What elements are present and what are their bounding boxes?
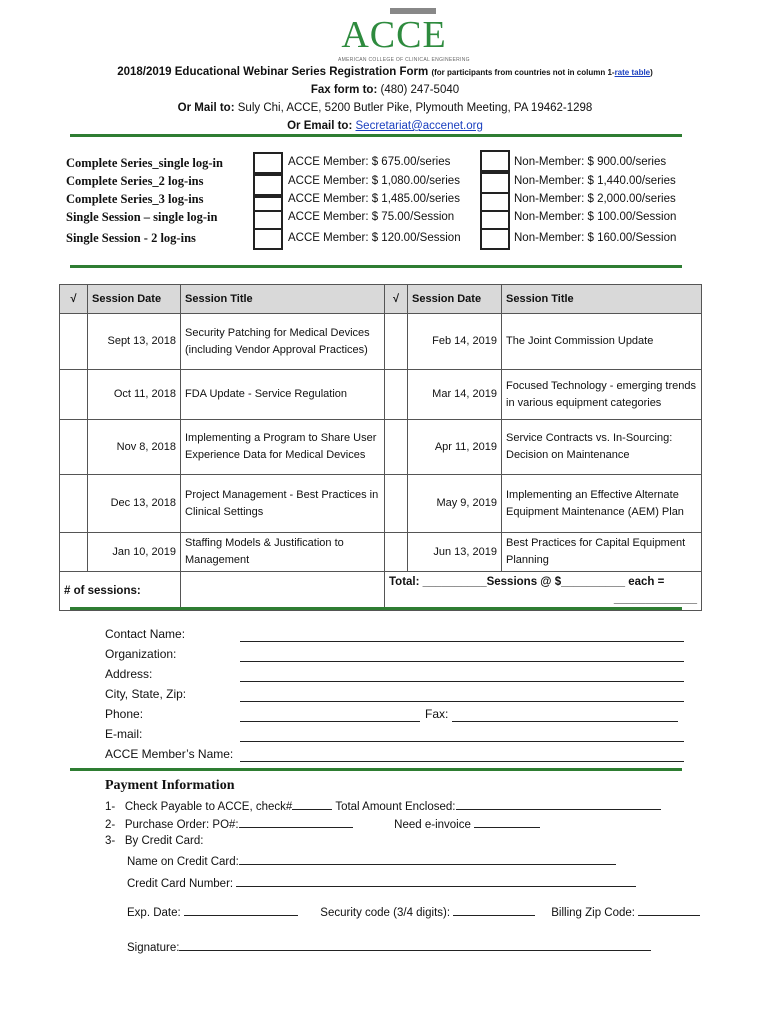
zip-field[interactable] [638, 905, 700, 916]
session-title: Implementing an Effective Alternate Equipment Maintenance (AEM) Plan [502, 475, 702, 533]
table-row [60, 420, 702, 475]
check-col-header: √ [385, 285, 408, 314]
session-title: Focused Technology - emerging trends in various equipment categories [502, 370, 702, 420]
session-title: Security Patching for Medical Devices (including Vendor Approval Practices) [181, 314, 385, 370]
card-number-field[interactable] [236, 876, 636, 887]
member-checkbox-5[interactable] [253, 228, 283, 250]
member-checkbox-2[interactable] [253, 174, 283, 196]
check-label: Check Payable to ACCE, check# [124, 801, 293, 813]
email-field-label: E-mail: [105, 727, 143, 741]
exp-field[interactable] [184, 905, 298, 916]
item-number: 2- [105, 819, 116, 831]
security-field[interactable] [453, 905, 535, 916]
email-label: Or Email to: [287, 120, 353, 132]
phone-field[interactable] [240, 721, 420, 722]
title-note: (for participants from countries not in column 1-rate table) [431, 68, 653, 77]
zip-label: Billing Zip Code: [551, 907, 635, 919]
session-date: Oct 11, 2018 [88, 370, 181, 420]
contact-name-field[interactable] [240, 641, 684, 642]
amount-field[interactable] [456, 799, 661, 810]
session-checkbox[interactable] [60, 420, 88, 475]
session-count-field[interactable] [181, 572, 385, 611]
member-price-1: ACCE Member: $ 675.00/series [288, 156, 451, 168]
acce-logo [338, 8, 470, 66]
member-name-label: ACCE Member’s Name: [105, 747, 234, 761]
logo-wordmark: ACCE [341, 14, 447, 56]
fax-number: (480) 247-5040 [380, 84, 460, 96]
organization-field[interactable] [240, 661, 684, 662]
mail-label: Or Mail to: [177, 102, 235, 114]
session-date: Dec 13, 2018 [88, 475, 181, 533]
credit-card-label: By Credit Card: [124, 835, 204, 847]
check-number-field[interactable] [292, 799, 332, 810]
card-name-label: Name on Credit Card: [127, 856, 239, 868]
po-label: Purchase Order: PO#: [124, 819, 239, 831]
fax-line [0, 84, 770, 96]
payment-item-3 [105, 835, 203, 847]
session-date: Nov 8, 2018 [88, 420, 181, 475]
session-checkbox[interactable] [385, 420, 408, 475]
session-title: Best Practices for Capital Equipment Planning [502, 533, 702, 572]
option-label-5: Single Session - 2 log-ins [66, 231, 196, 245]
option-label-3: Complete Series_3 log-ins [66, 192, 204, 206]
payment-item-1 [105, 799, 661, 813]
date-col-header: Session Date [408, 285, 502, 314]
mail-address: Suly Chi, ACCE, 5200 Butler Pike, Plymouth Meeting, PA 19462-1298 [237, 102, 593, 114]
divider-1 [70, 134, 682, 137]
nonmember-price-2: Non-Member: $ 1,440.00/series [514, 175, 676, 187]
email-link[interactable]: Secretariat@accenet.org [355, 120, 483, 132]
session-count-label: # of sessions: [60, 572, 181, 611]
contact-fax-label: Fax: [425, 707, 449, 721]
session-date: Sept 13, 2018 [88, 314, 181, 370]
option-label-1: Complete Series_single log-in [66, 156, 223, 170]
option-label-2: Complete Series_2 log-ins [66, 174, 204, 188]
table-row [60, 533, 702, 572]
session-title: Service Contracts vs. In-Sourcing: Decision on Maintenance [502, 420, 702, 475]
session-date: Feb 14, 2019 [408, 314, 502, 370]
divider-2 [70, 265, 682, 268]
nonmember-price-5: Non-Member: $ 160.00/Session [514, 232, 677, 244]
signature-label: Signature: [127, 942, 180, 954]
session-date: Jun 13, 2019 [408, 533, 502, 572]
logo-tagline: AMERICAN COLLEGE OF CLINICAL ENGINEERING [338, 57, 470, 63]
mail-line [0, 102, 770, 114]
contact-name-label: Contact Name: [105, 627, 186, 641]
session-date: May 9, 2019 [408, 475, 502, 533]
card-details-row [127, 905, 700, 919]
card-name-field[interactable] [239, 854, 616, 865]
table-header-row [60, 285, 702, 314]
option-label-4: Single Session – single log-in [66, 210, 218, 224]
session-table [59, 284, 702, 611]
organization-label: Organization: [105, 647, 177, 661]
session-checkbox[interactable] [60, 370, 88, 420]
email-line [0, 120, 770, 132]
date-col-header: Session Date [88, 285, 181, 314]
session-title: Staffing Models & Justification to Management [181, 533, 385, 572]
member-checkbox-1[interactable] [253, 152, 283, 174]
phone-label: Phone: [105, 707, 144, 721]
po-field[interactable] [239, 817, 353, 828]
total-row [60, 572, 702, 611]
title-text: 2018/2019 Educational Webinar Series Registration Form [117, 66, 429, 78]
payment-item-2 [105, 817, 540, 831]
nonmember-price-1: Non-Member: $ 900.00/series [514, 156, 667, 168]
nonmember-checkbox-1[interactable] [480, 150, 510, 172]
session-checkbox[interactable] [385, 533, 408, 572]
card-number-label: Credit Card Number: [127, 878, 234, 890]
session-title: The Joint Commission Update [502, 314, 702, 370]
signature-row [127, 940, 651, 954]
email-field[interactable] [240, 741, 684, 742]
contact-fax-field[interactable] [452, 721, 678, 722]
city-state-zip-label: City, State, Zip: [105, 687, 187, 701]
title-col-header: Session Title [502, 285, 702, 314]
card-number-row [127, 876, 636, 890]
amount-label: Total Amount Enclosed: [335, 801, 456, 813]
exp-label: Exp. Date: [127, 907, 181, 919]
fax-label: Fax form to: [310, 84, 378, 96]
signature-field[interactable] [179, 940, 651, 951]
member-price-5: ACCE Member: $ 120.00/Session [288, 232, 461, 244]
session-checkbox[interactable] [385, 475, 408, 533]
total-field[interactable] [385, 572, 702, 611]
session-title: FDA Update - Service Regulation [181, 370, 385, 420]
session-checkbox[interactable] [385, 370, 408, 420]
card-name-row [127, 854, 616, 868]
session-date: Jan 10, 2019 [88, 533, 181, 572]
form-title [0, 66, 770, 78]
table-row [60, 370, 702, 420]
nonmember-checkbox-2[interactable] [480, 172, 510, 194]
session-checkbox[interactable] [60, 314, 88, 370]
total-blank: _____________ [613, 593, 697, 605]
member-price-3: ACCE Member: $ 1,485.00/series [288, 193, 460, 205]
table-row [60, 475, 702, 533]
session-title: Implementing a Program to Share User Experience Data for Medical Devices [181, 420, 385, 475]
check-col-header: √ [60, 285, 88, 314]
divider-3 [70, 607, 682, 610]
divider-4 [70, 768, 682, 771]
member-price-2: ACCE Member: $ 1,080.00/series [288, 175, 460, 187]
nonmember-price-4: Non-Member: $ 100.00/Session [514, 211, 677, 223]
payment-heading: Payment Information [105, 778, 235, 793]
table-row [60, 314, 702, 370]
item-number: 1- [105, 801, 116, 813]
address-field[interactable] [240, 681, 684, 682]
einvoice-field[interactable] [474, 817, 540, 828]
title-col-header: Session Title [181, 285, 385, 314]
member-name-field[interactable] [240, 761, 684, 762]
total-label: Total: __________Sessions @ $__________ each = [389, 576, 665, 588]
session-checkbox[interactable] [60, 533, 88, 572]
session-title: Project Management - Best Practices in Clinical Settings [181, 475, 385, 533]
member-price-4: ACCE Member: $ 75.00/Session [288, 211, 455, 223]
address-label: Address: [105, 667, 153, 681]
session-checkbox[interactable] [385, 314, 408, 370]
einvoice-label: Need e-invoice [394, 819, 471, 831]
rate-table-link[interactable]: rate table [614, 68, 651, 77]
session-date: Apr 11, 2019 [408, 420, 502, 475]
city-state-zip-field[interactable] [240, 701, 684, 702]
nonmember-price-3: Non-Member: $ 2,000.00/series [514, 193, 676, 205]
session-date: Mar 14, 2019 [408, 370, 502, 420]
security-label: Security code (3/4 digits): [320, 907, 451, 919]
nonmember-checkbox-5[interactable] [480, 228, 510, 250]
item-number: 3- [105, 835, 116, 847]
session-checkbox[interactable] [60, 475, 88, 533]
